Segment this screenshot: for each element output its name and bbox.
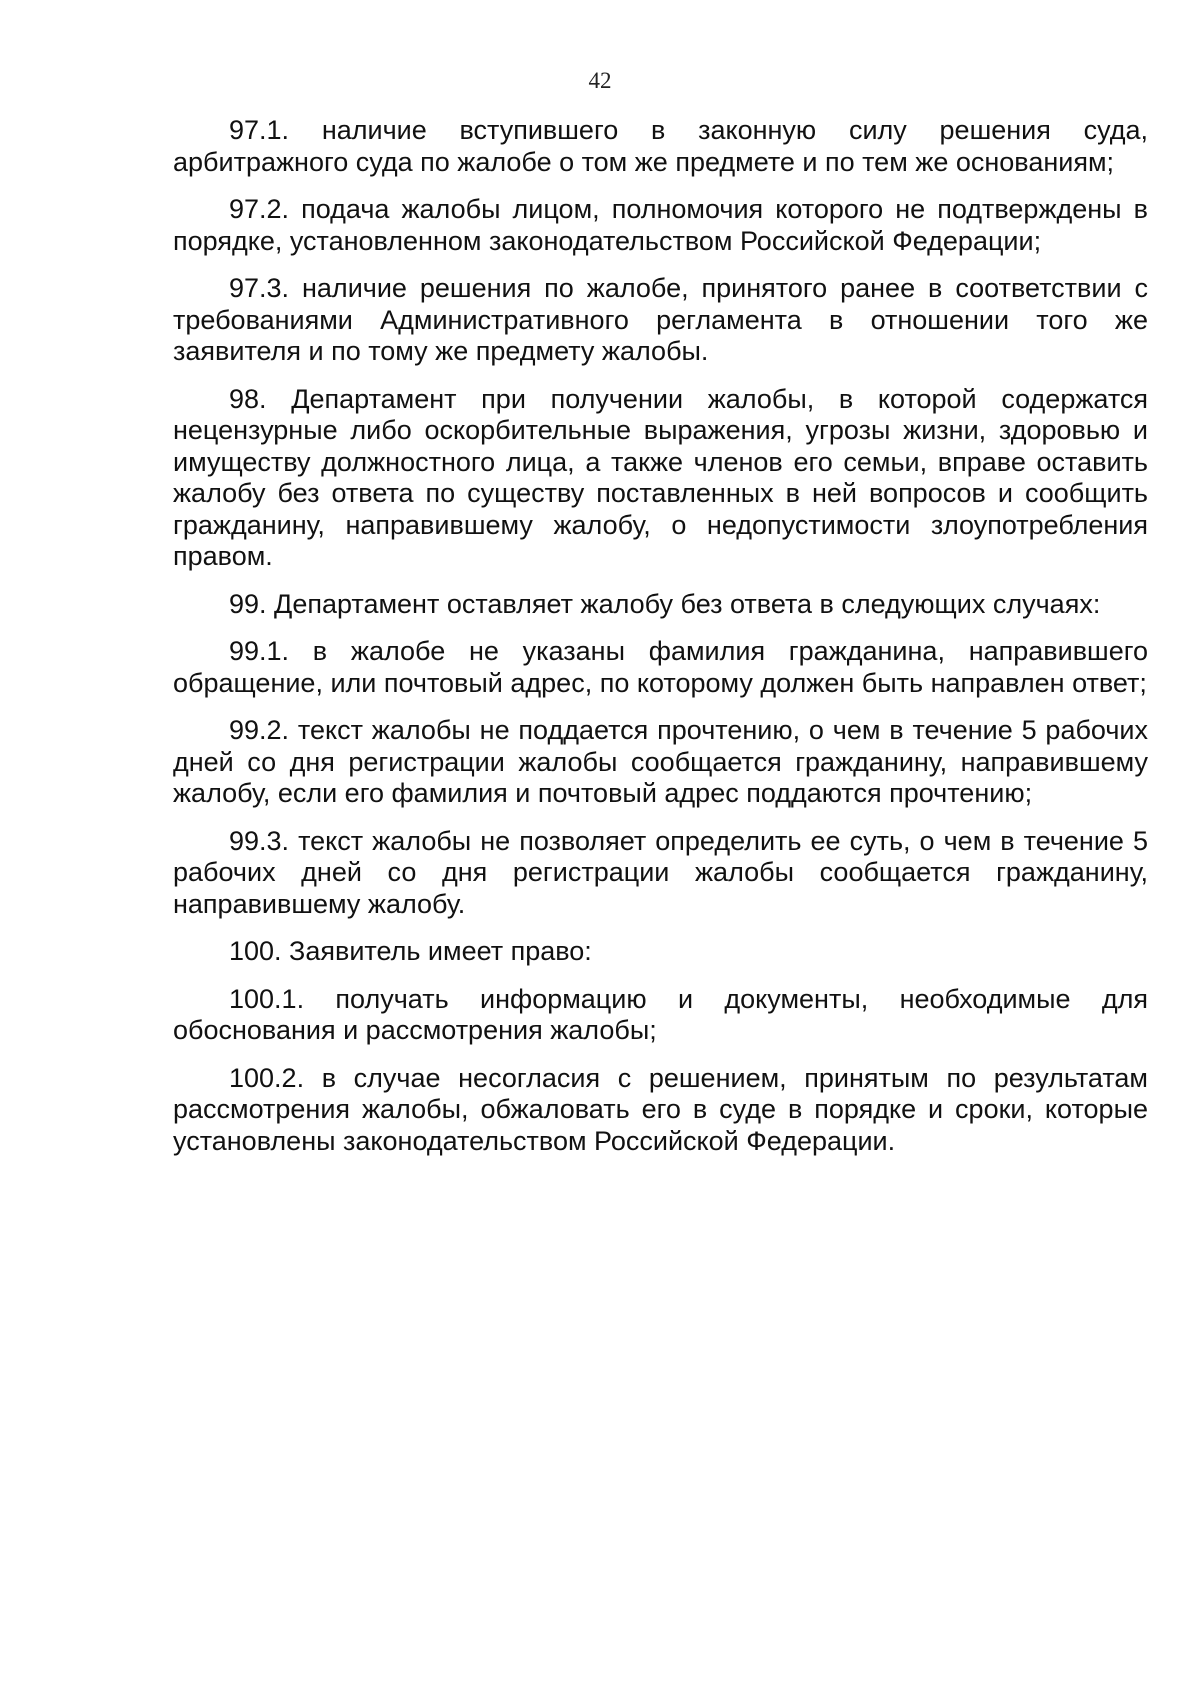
- paragraph-99-2: 99.2. текст жалобы не поддается прочтению, о чем в течение 5 рабочих дней со дня регистрации жалобы сообщается гражданину, направившему жалобу, если его фамилия и почтовый адрес поддаются прочтению;: [173, 715, 1148, 808]
- page-number: 42: [588, 68, 612, 93]
- paragraph-100-1: 100.1. получать информацию и документы, необходимые для обоснования и рассмотрения жалобы;: [173, 983, 1148, 1045]
- paragraph-100: 100. Заявитель имеет право:: [229, 936, 592, 966]
- paragraph-98: 98. Департамент при получении жалобы, в которой содержатся нецензурные либо оскорбительные выражения, угрозы жизни, здоровью и имуществу должностного лица, а также членов его семьи, вправе оставить жалобу без ответа по существу поставленных в ней вопросов и сообщить гражданину, направившему жалобу, о недопустимости злоупотребления правом.: [173, 383, 1148, 571]
- paragraph-97-2: 97.2. подача жалобы лицом, полномочия которого не подтверждены в порядке, установленном законодательством Российской Федерации;: [173, 194, 1148, 256]
- paragraph-97-1: 97.1. наличие вступившего в законную силу решения суда, арбитражного суда по жалобе о том же предмете и по тем же основаниям;: [173, 115, 1148, 177]
- paragraph-99: 99. Департамент оставляет жалобу без ответа в следующих случаях:: [229, 588, 1101, 619]
- document-body: [173, 115, 1148, 1173]
- paragraph-100-2: 100.2. в случае несогласия с решением, принятым по результатам рассмотрения жалобы, обжаловать его в суде в порядке и сроки, которые установлены законодательством Российской Федерации.: [173, 1062, 1148, 1156]
- paragraph-97-3: 97.3. наличие решения по жалобе, принятого ранее в соответствии с требованиями Административного регламента в отношении того же заявителя и по тому же предмету жалобы.: [173, 273, 1148, 366]
- paragraph-99-3: 99.3. текст жалобы не позволяет определить ее суть, о чем в течение 5 рабочих дней со дня регистрации жалобы сообщается гражданину, направившему жалобу.: [173, 825, 1148, 919]
- paragraph-99-1: 99.1. в жалобе не указаны фамилия гражданина, направившего обращение, или почтовый адрес, по которому должен быть направлен ответ;: [173, 636, 1148, 698]
